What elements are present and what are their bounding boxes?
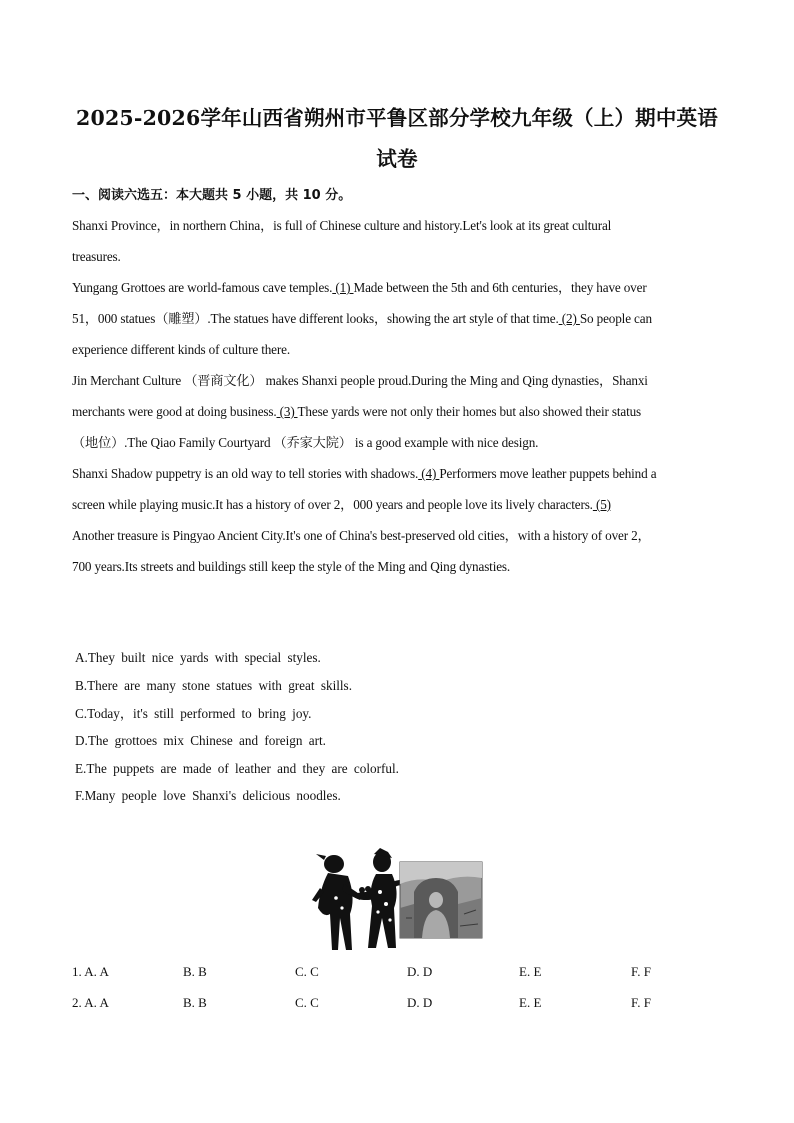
page-title-continued: 试卷 <box>376 147 418 171</box>
question-row-2 <box>72 995 722 1015</box>
choice-f[interactable]: F. F <box>631 995 651 1010</box>
passage-line <box>72 458 722 489</box>
choice-d[interactable]: D. D <box>407 964 433 979</box>
choice-c[interactable]: C. C <box>295 995 319 1010</box>
passage-line <box>72 489 722 520</box>
question-row-1 <box>72 964 722 984</box>
passage-text: So people can <box>579 311 652 326</box>
passage-text: Performers move leather puppets behind a <box>439 466 657 481</box>
passage-line <box>72 396 722 427</box>
section-heading: 一、阅读六选五：本大题共 5 小题，共 10 分。 <box>72 188 352 203</box>
option-c[interactable]: C.Today，it's still performed to bring joy. <box>75 706 312 721</box>
blank-4[interactable]: (4) <box>418 466 440 481</box>
choice-a[interactable]: 1. A. A <box>72 964 109 979</box>
blank-5[interactable]: (5) <box>592 497 611 512</box>
passage-line: Jin Merchant Culture （晋商文化） makes Shanxi people proud.During the Ming and Qing dynasties，Shanxi <box>72 373 648 388</box>
option-f[interactable]: F.Many people love Shanxi's delicious noodles. <box>75 788 341 803</box>
passage-text: Shanxi Shadow puppetry is an old way to tell stories with shadows. <box>72 466 419 481</box>
passage-line: Another treasure is Pingyao Ancient City.It's one of China's best-preserved old cities，with a history of over 2， <box>72 528 651 543</box>
page-title: 2025-2026学年山西省朔州市平鲁区部分学校九年级（上）期中英语 <box>76 106 718 130</box>
choice-e[interactable]: E. E <box>519 995 542 1010</box>
blank-3[interactable]: (3) <box>276 404 298 419</box>
shadow-puppets-and-grotto-buddha-image <box>310 848 490 956</box>
choice-e[interactable]: E. E <box>519 964 542 979</box>
passage-text: 51，000 statues（雕塑）.The statues have different looks，showing the art style of that time. <box>72 311 559 326</box>
passage-text: Yungang Grottoes are world-famous cave temples. <box>72 280 333 295</box>
choice-a[interactable]: 2. A. A <box>72 995 109 1010</box>
passage-line <box>72 303 722 334</box>
choice-b[interactable]: B. B <box>183 964 207 979</box>
passage-line: Shanxi Province，in northern China，is full of Chinese culture and history.Let's look at its great cultural <box>72 218 612 233</box>
passage-line: experience different kinds of culture there. <box>72 342 290 357</box>
option-a[interactable]: A.They built nice yards with special styles. <box>75 650 321 665</box>
passage-line: treasures. <box>72 249 121 264</box>
option-b[interactable]: B.There are many stone statues with great skills. <box>75 678 352 693</box>
passage-line <box>72 272 722 303</box>
blank-1[interactable]: (1) <box>332 280 354 295</box>
choice-b[interactable]: B. B <box>183 995 207 1010</box>
choice-f[interactable]: F. F <box>631 964 651 979</box>
option-d[interactable]: D.The grottoes mix Chinese and foreign art. <box>75 733 326 748</box>
passage-text: These yards were not only their homes but also showed their status <box>297 404 642 419</box>
choice-d[interactable]: D. D <box>407 995 433 1010</box>
passage-line: （地位）.The Qiao Family Courtyard （乔家大院） is a good example with nice design. <box>72 435 539 450</box>
shadow-puppet-icon <box>310 848 490 956</box>
passage-text: Made between the 5th and 6th centuries，they have over <box>353 280 647 295</box>
passage-text: screen while playing music.It has a history of over 2，000 years and people love its lively characters. <box>72 497 593 512</box>
passage-line: 700 years.Its streets and buildings still keep the style of the Ming and Qing dynasties. <box>72 559 511 574</box>
passage-text: merchants were good at doing business. <box>72 404 277 419</box>
option-e[interactable]: E.The puppets are made of leather and they are colorful. <box>75 761 399 776</box>
blank-2[interactable]: (2) <box>558 311 580 326</box>
passage-paragraph-1 <box>72 210 722 582</box>
choice-c[interactable]: C. C <box>295 964 319 979</box>
